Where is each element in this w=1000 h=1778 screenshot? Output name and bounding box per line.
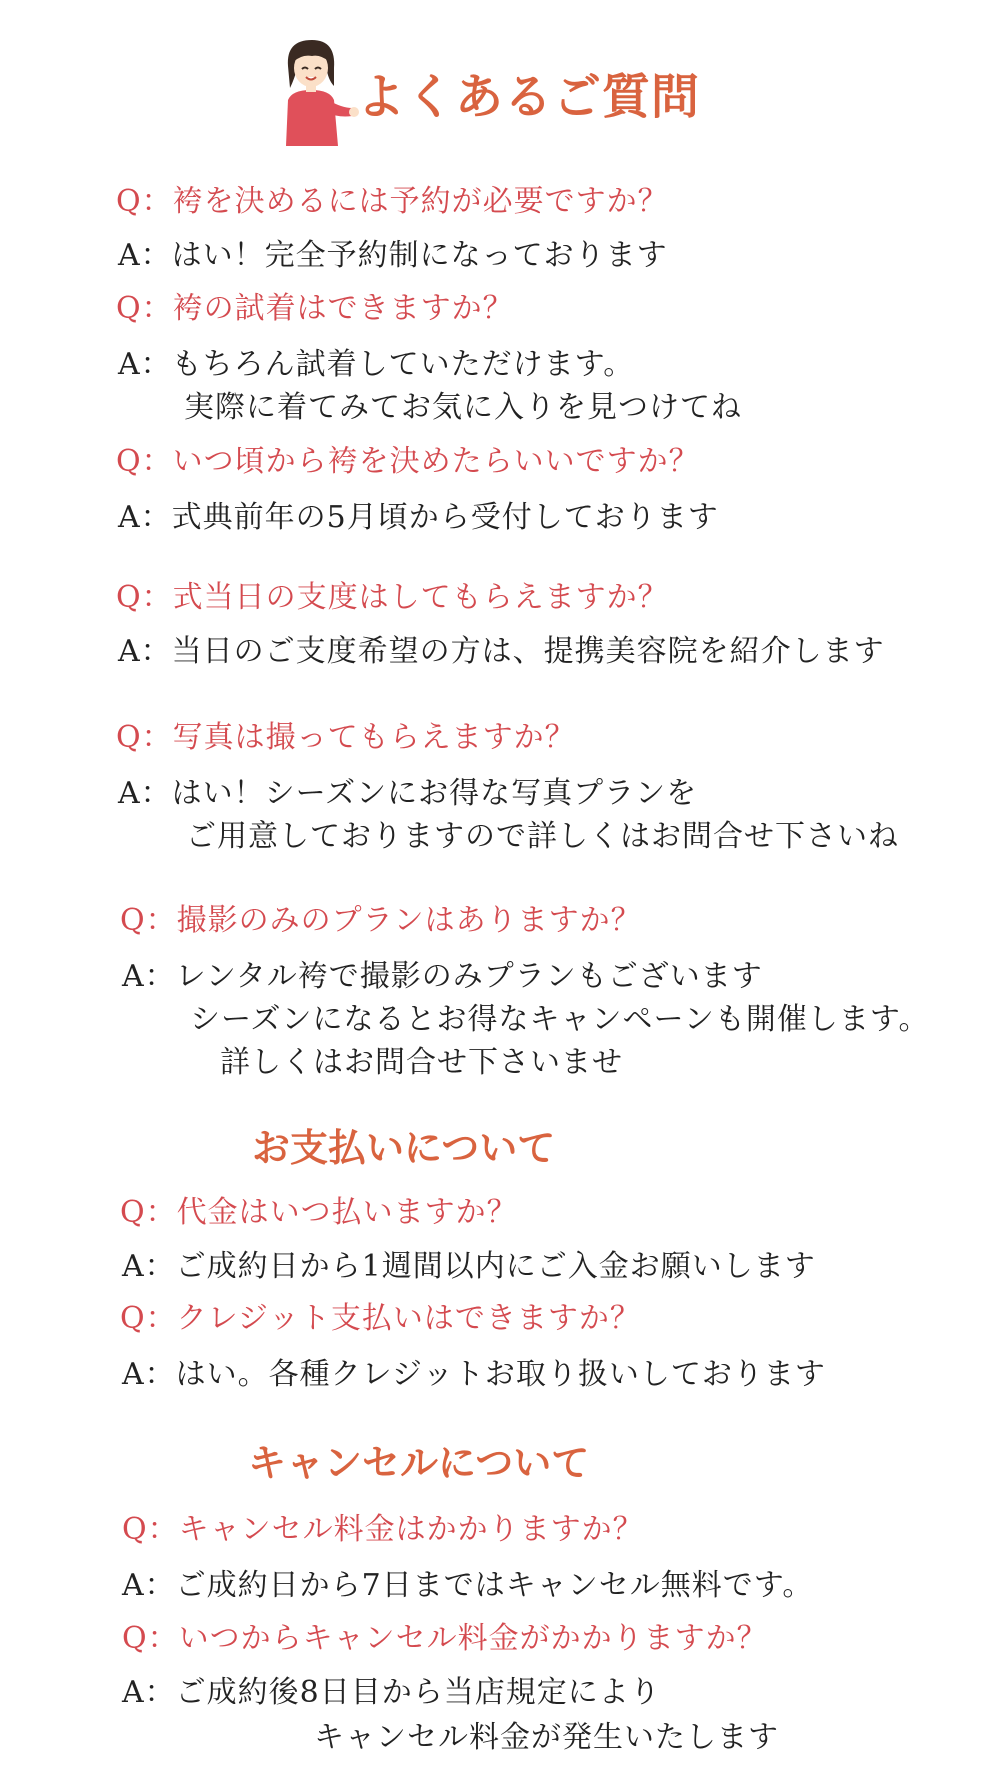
- faq-question-2: Q：袴の試着はできますか？: [116, 291, 514, 326]
- cancel-question-1: Q：キャンセル料金はかかりますか？: [122, 1512, 644, 1547]
- cancel-answer-2-cont: キャンセル料金が発生いたします: [314, 1720, 779, 1755]
- faq-answer-2-cont: 実際に着てみてお気に入りを見つけてね: [184, 390, 742, 425]
- cancel-answer-2: A：ご成約後8日目から当店規定により: [122, 1675, 661, 1710]
- payment-question-2: Q：クレジット支払いはできますか？: [120, 1301, 641, 1336]
- cancel-answer-1: A：ご成約日から7日まではキャンセル無料です。: [122, 1568, 814, 1603]
- faq-question-6: Q：撮影のみのプランはありますか？: [120, 903, 642, 938]
- payment-question-1: Q：代金はいつ払いますか？: [120, 1195, 518, 1230]
- faq-answer-4: A：当日のご支度希望の方は、提携美容院を紹介します: [118, 634, 885, 669]
- faq-answer-6-cont2: 詳しくはお問合せ下さいませ: [220, 1045, 623, 1080]
- cancel-question-2: Q：いつからキャンセル料金がかかりますか？: [122, 1621, 768, 1656]
- faq-question-3: Q：いつ頃から袴を決めたらいいですか？: [116, 444, 700, 479]
- faq-question-4: Q：式当日の支度はしてもらえますか？: [116, 580, 669, 615]
- cancel-heading: キャンセルについて: [248, 1441, 590, 1485]
- woman-guide-icon: [268, 36, 360, 146]
- faq-answer-5: A：はい！シーズンにお得な写真プランを: [118, 776, 698, 811]
- faq-question-5: Q：写真は撮ってもらえますか？: [116, 720, 576, 755]
- faq-question-1: Q：袴を決めるには予約が必要ですか？: [116, 184, 669, 219]
- payment-answer-1: A：ご成約日から1週間以内にご入金お願いします: [122, 1249, 816, 1284]
- faq-answer-6-cont: シーズンになるとお得なキャンペーンも開催します。: [190, 1002, 930, 1037]
- faq-answer-5-cont: ご用意しておりますので詳しくはお問合せ下さいね: [186, 819, 899, 854]
- payment-answer-2: A：はい。各種クレジットお取り扱いしております: [122, 1357, 826, 1392]
- page-title: よくあるご質問: [357, 69, 701, 125]
- payment-heading: お支払いについて: [252, 1126, 556, 1170]
- faq-answer-6: A：レンタル袴で撮影のみプランもございます: [122, 959, 763, 994]
- faq-answer-1: A：はい！完全予約制になっております: [118, 238, 668, 273]
- page-header: [0, 0, 1000, 160]
- faq-answer-2: A：もちろん試着していただけます。: [118, 347, 635, 382]
- faq-answer-3: A：式典前年の5月頃から受付しております: [118, 500, 719, 535]
